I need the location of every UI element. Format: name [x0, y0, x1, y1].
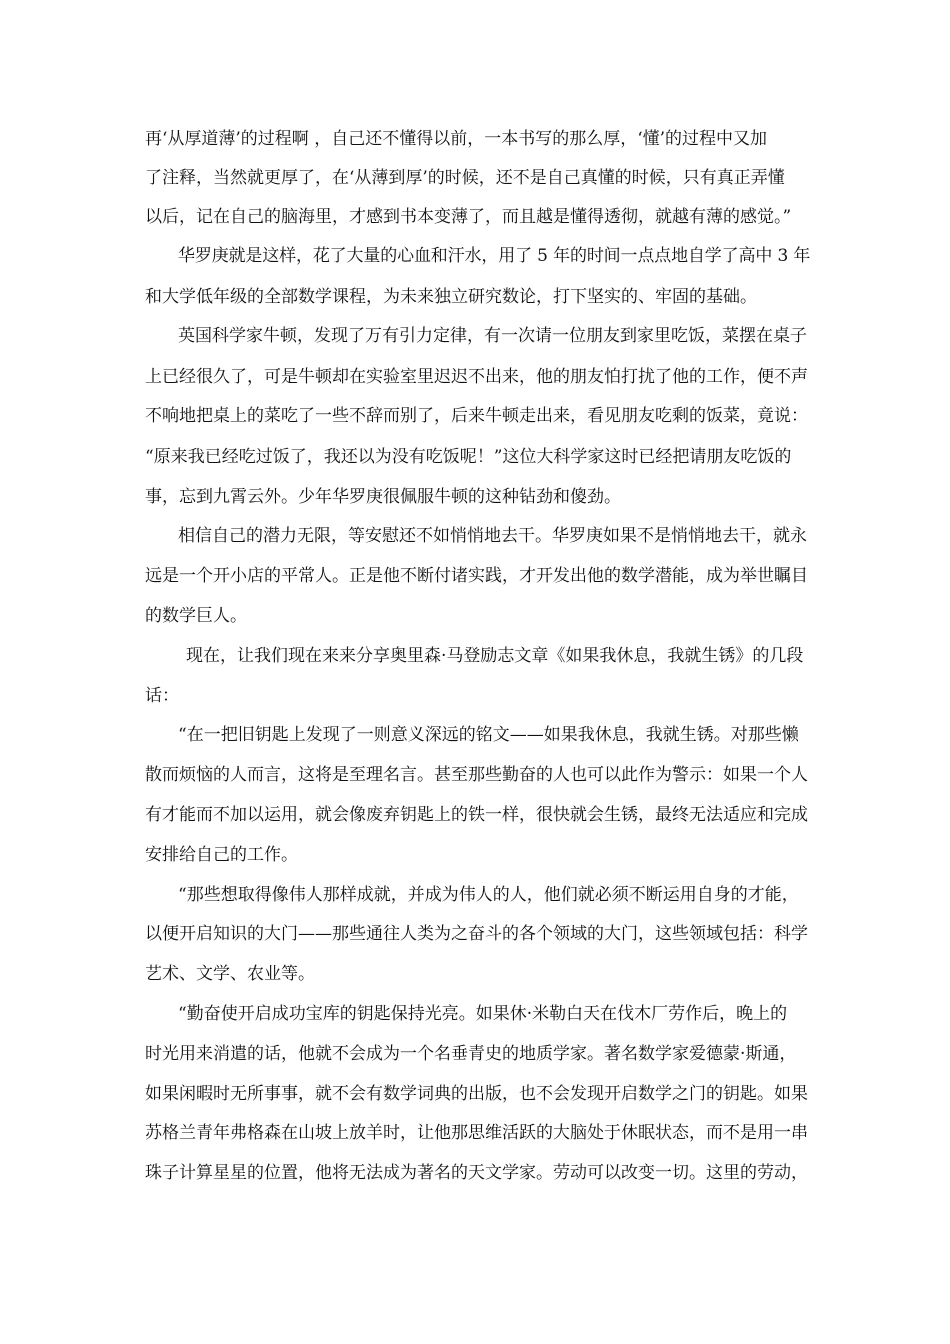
- text-line: 的数学巨人。: [145, 606, 247, 626]
- text-line: 上已经很久了，可是牛顿却在实验室里迟迟不出来，他的朋友怕打扰了他的工作，便不声: [145, 367, 808, 387]
- text-line: 艺术、文学、农业等。: [145, 964, 315, 984]
- text-line: 珠子计算星星的位置，他将无法成为著名的天文学家。劳动可以改变一切。这里的劳动，: [145, 1163, 808, 1183]
- text-line: “原来我已经吃过饭了，我还以为没有吃饭呢！”这位大科学家这时已经把请朋友吃饭的: [145, 447, 792, 467]
- text-line: 不响地把桌上的菜吃了一些不辞而别了，后来牛顿走出来，看见朋友吃剩的饭菜，竟说：: [145, 406, 808, 426]
- text-line: 再‘从厚道薄’的过程啊 ，自己还不懂得以前，一本书写的那么厚，‘懂’的过程中又加: [145, 129, 768, 149]
- text-line: 如果闲暇时无所事事，就不会有数学词典的出版，也不会发现开启数学之门的钥匙。如果: [145, 1084, 808, 1104]
- text-line: 了注释，当然就更厚了，在‘从薄到厚’的时候，还不是自己真懂的时候，只有真正弄懂: [145, 168, 785, 188]
- text-line: 话：: [145, 686, 179, 706]
- text-line: 时光用来消遣的话，他就不会成为一个名垂青史的地质学家。著名数学家爱德蒙·斯通，: [145, 1044, 797, 1064]
- text-line: 事，忘到九霄云外。少年华罗庚很佩服牛顿的这种钻劲和傻劲。: [145, 487, 621, 507]
- text-line: 和大学低年级的全部数学课程，为未来独立研究数论，打下坚实的、牢固的基础。: [145, 287, 757, 307]
- text-line: 以后，记在自己的脑海里，才感到书本变薄了，而且越是懂得透彻，就越有薄的感觉。”: [145, 207, 792, 227]
- text-line: “在一把旧钥匙上发现了一则意义深远的铭文——如果我休息，我就生锈。对那些懒: [178, 725, 799, 745]
- text-line: 远是一个开小店的平常人。正是他不断付诸实践，才开发出他的数学潜能，成为举世瞩目: [145, 566, 808, 586]
- text-line: “那些想取得像伟人那样成就，并成为伟人的人，他们就必须不断运用自身的才能，: [178, 885, 799, 905]
- text-line: 苏格兰青年弗格森在山坡上放羊时，让他那思维活跃的大脑处于休眠状态，而不是用一串: [145, 1123, 808, 1143]
- text-line: 散而烦恼的人而言，这将是至理名言。甚至那些勤奋的人也可以此作为警示：如果一个人: [145, 765, 808, 785]
- text-line: 安排给自己的工作。: [145, 845, 298, 865]
- text-line: 有才能而不加以运用，就会像废弃钥匙上的铁一样，很快就会生锈，最终无法适应和完成: [145, 805, 808, 825]
- text-line: 相信自己的潜力无限，等安慰还不如悄悄地去干。华罗庚如果不是悄悄地去干，就永: [178, 526, 807, 546]
- text-line: 以便开启知识的大门——那些通往人类为之奋斗的各个领域的大门，这些领域包括：科学: [145, 924, 808, 944]
- text-line: 现在，让我们现在来来分享奥里森·马登励志文章《如果我休息，我就生锈》的几段: [186, 646, 804, 666]
- text-line: “勤奋使开启成功宝库的钥匙保持光亮。如果休·米勒白天在伐木厂劳作后，晚上的: [178, 1004, 788, 1024]
- text-line: 英国科学家牛顿，发现了万有引力定律，有一次请一位朋友到家里吃饭，菜摆在桌子: [178, 326, 807, 346]
- text-line: 华罗庚就是这样，花了大量的心血和汗水，用了 5 年的时间一点点地自学了高中 3 年: [178, 246, 811, 266]
